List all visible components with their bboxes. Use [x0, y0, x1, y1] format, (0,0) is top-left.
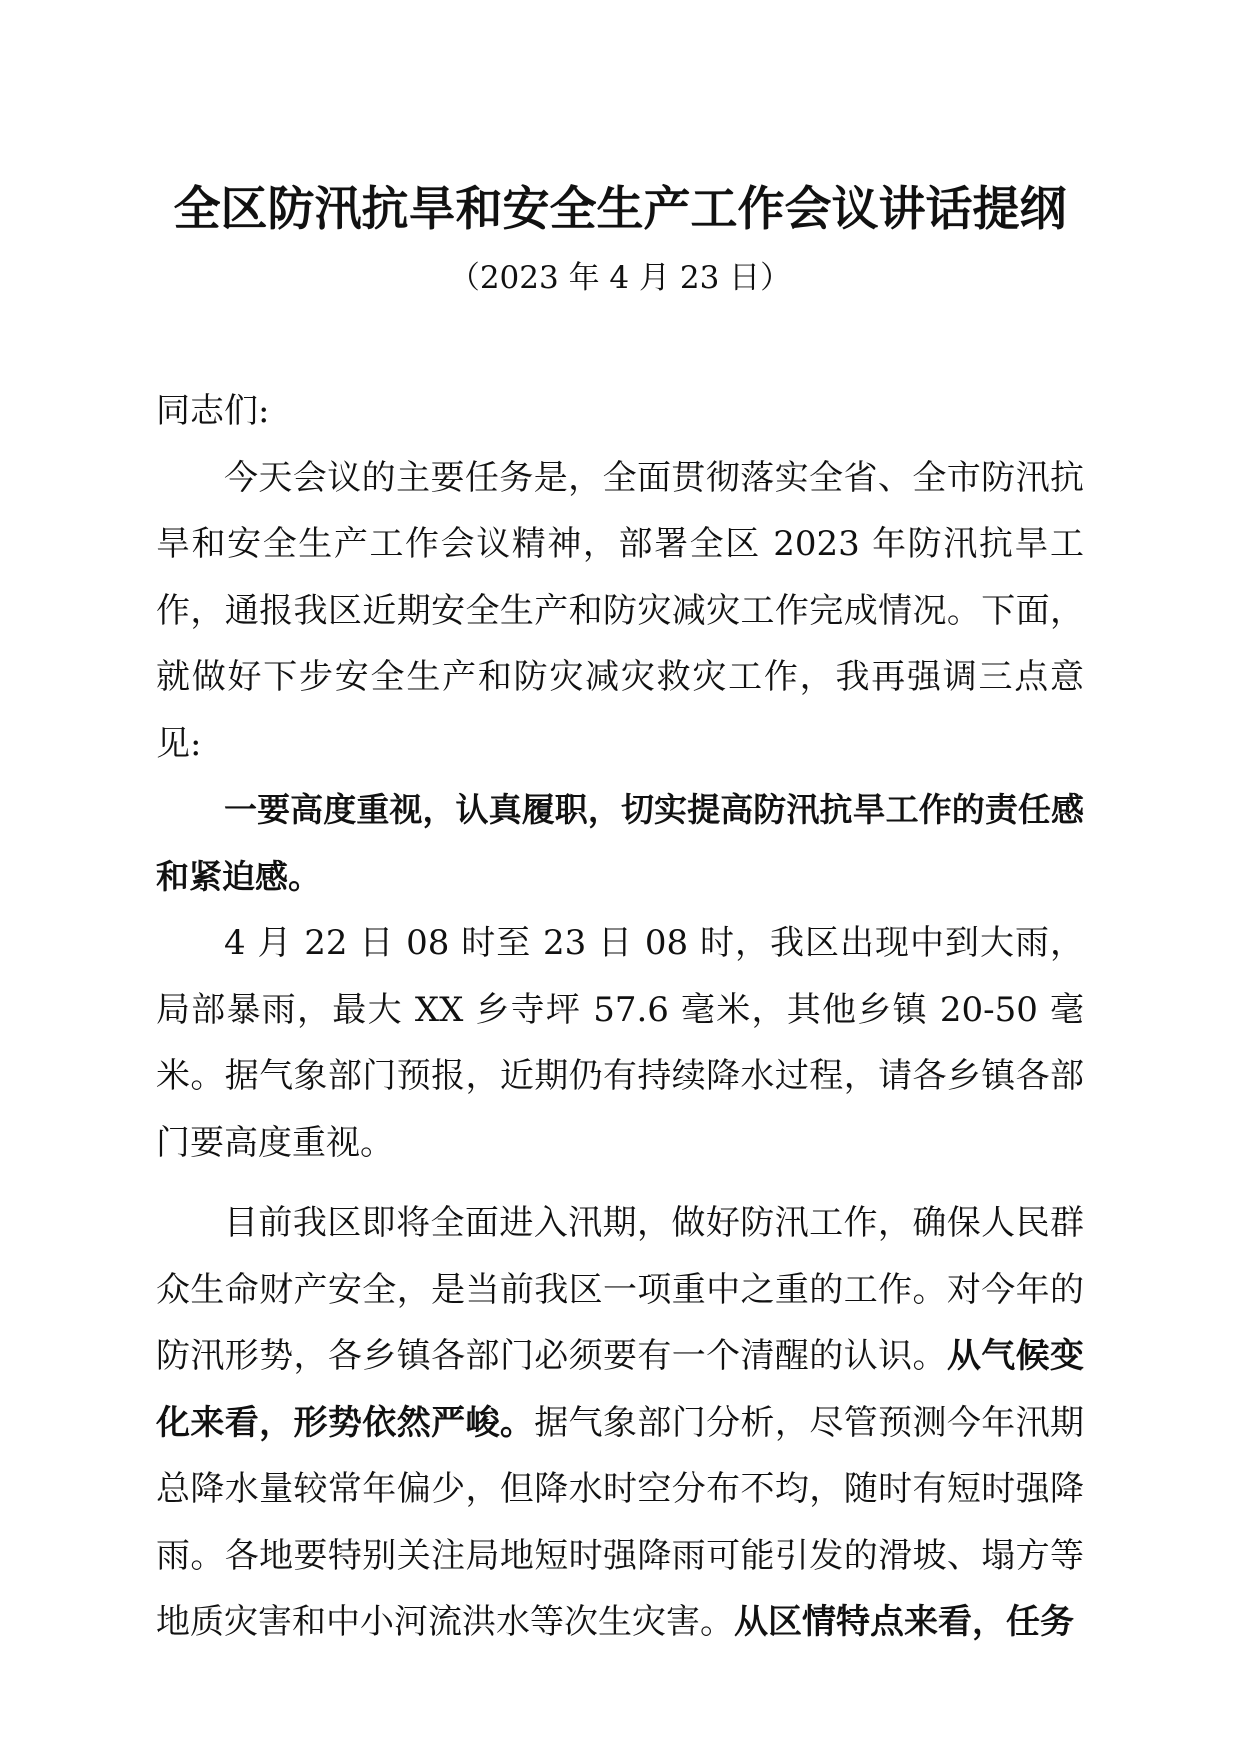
situation-emphasis-1: 从气候变化来看，形势依然严峻。 — [156, 1336, 1085, 1443]
section-heading-1: 一要高度重视，认真履职，切实提高防汛抗旱工作的责任感和紧迫感。 — [156, 790, 1084, 896]
document-body — [156, 378, 1084, 1656]
document-title: 全区防汛抗旱和安全生产工作会议讲话提纲 — [173, 182, 1067, 237]
situation-emphasis-2: 从区情特点来看，任务 — [734, 1602, 1074, 1642]
situation-paragraph — [156, 1190, 1084, 1656]
rainfall-paragraph: 4 月 22 日 08 时至 23 日 08 时，我区出现中到大雨，局部暴雨，最大 XX 乡寺坪 57.6 毫米，其他乡镇 20-50 毫米。据气象部门预报，近期仍有持续降水过程，请各乡镇各部门要高度重视。 — [156, 923, 1084, 1163]
paragraph-gap — [156, 1176, 1084, 1190]
situation-text-1: 目前我区即将全面进入汛期，做好防汛工作，确保人民群众生命财产安全，是当前我区一项重中之重的工作。对今年的防汛形势，各乡镇各部门必须要有一个清醒的认识。 — [156, 1203, 1084, 1376]
situation-text-2: 据气象部门分析，尽管预测今年汛期总降水量较常年偏少，但降水时空分布不均，随时有短时强降雨。各地要特别关注局地短时强降雨可能引发的滑坡、塌方等地质灾害和中小河流洪水等次生灾害。 — [156, 1402, 1085, 1642]
intro-paragraph: 今天会议的主要任务是，全面贯彻落实全省、全市防汛抗旱和安全生产工作会议精神，部署全区 2023 年防汛抗旱工作，通报我区近期安全生产和防灾减灾工作完成情况。下面，就做好下步安全生产和防灾减灾救灾工作，我再强调三点意见: — [156, 457, 1084, 764]
salutation: 同志们: — [156, 391, 270, 431]
document-date: （2023 年 4 月 23 日） — [448, 260, 792, 296]
